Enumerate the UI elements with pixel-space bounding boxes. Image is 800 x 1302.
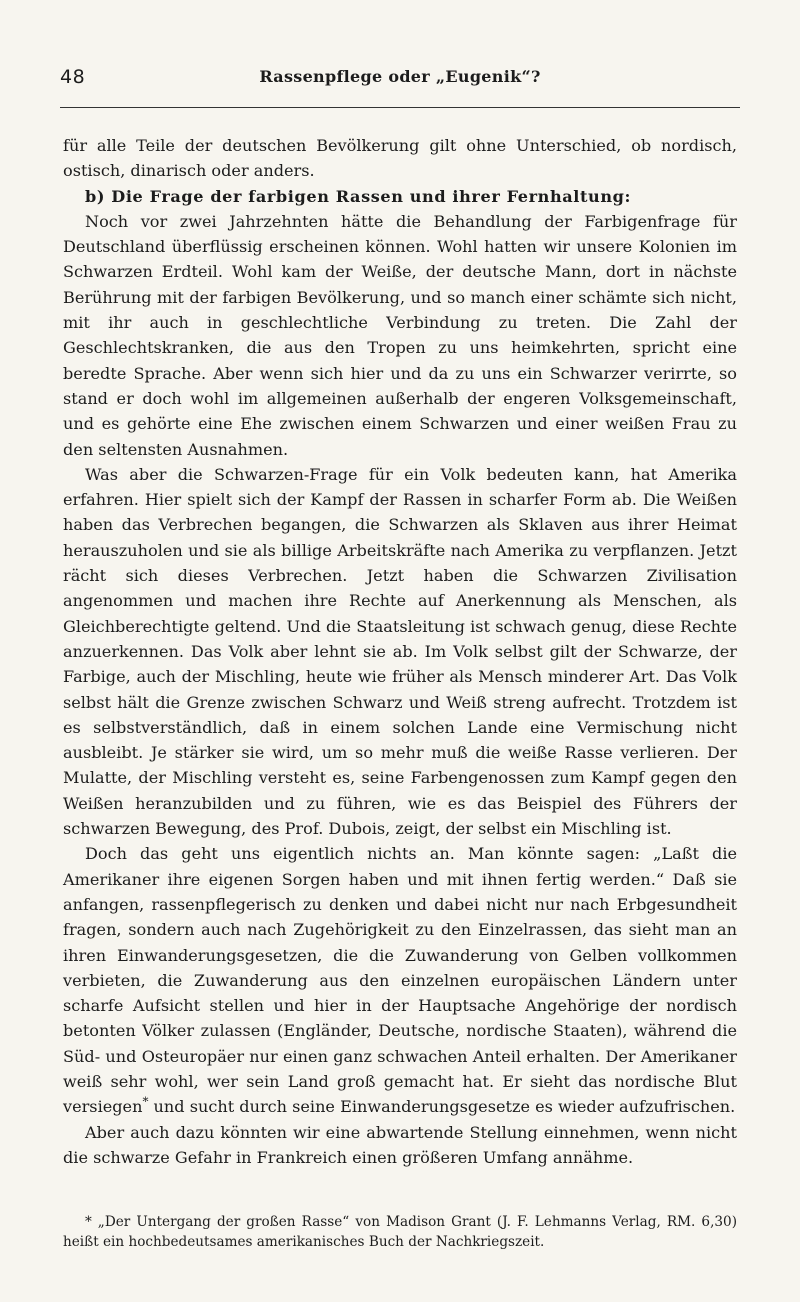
page-header bbox=[60, 66, 740, 106]
footnote-text: „Der Untergang der großen Rasse“ von Madison Grant (J. F. Lehmanns Verlag, RM. 6,30) heißt ein hochbedeutsames amerikanisches Buch der Nachkriegszeit. bbox=[63, 1214, 737, 1250]
footnote bbox=[63, 1212, 737, 1252]
paragraph: für alle Teile der deutschen Bevölkerung gilt ohne Unterschied, ob nordisch, ostisch, dinarisch oder anders. bbox=[63, 136, 737, 181]
paragraph-text: Doch das geht uns eigentlich nichts an. Man könnte sagen: „Laßt die Amerikaner ihre eigenen Sorgen haben und mit ihnen fertig werden.“ Daß sie anfangen, rassenpflegerisch zu denken und dabei nicht nur nach Erbgesundheit fragen, sondern auch nach Zugehörigkeit zu den Einzelrassen, das sieht man an ihren Einwanderungsgesetzen, die die Zuwanderung von Gelben vollkommen verbieten, die Zuwanderung aus den einzelnen europäischen Ländern unter scharfe Aufsicht stellen und hier in der Hauptsache Angehörige der nordisch betonten Völker zulassen (Engländer, Deutsche, nordische Staaten), während die Süd- und Osteuropäer nur einen ganz schwachen Anteil erhalten. Der Amerikaner weiß sehr wohl, wer sein Land groß gemacht hat. Er sieht das nordische Blut versiegen bbox=[63, 844, 737, 1117]
header-rule bbox=[60, 107, 740, 108]
footnote-marker: * bbox=[85, 1214, 92, 1230]
footnote-reference: * bbox=[142, 1094, 149, 1109]
paragraph-text: und sucht durch seine Einwanderungsgesetze es wieder aufzufrischen. bbox=[148, 1097, 736, 1117]
section-heading: b) Die Frage der farbigen Rassen und ihrer Fernhaltung: bbox=[85, 186, 632, 206]
body-text bbox=[63, 133, 737, 1170]
paragraph: Noch vor zwei Jahrzehnten hätte die Behandlung der Farbigenfrage für Deutschland überflüssig erscheinen können. Wohl hatten wir unsere Kolonien im Schwarzen Erdteil. Wohl kam der Weiße, der deutsche Mann, dort in nächste Berührung mit der farbigen Bevölkerung, und so manch einer schämte sich nicht, mit ihr auch in geschlechtliche Verbindung zu treten. Die Zahl der Geschlechtskranken, die aus den Tropen zu uns heimkehrten, spricht eine beredte Sprache. Aber wenn sich hier und da zu uns ein Schwarzer verirrte, so stand er doch wohl im allgemeinen außerhalb der engeren Volksgemeinschaft, und es gehörte eine Ehe zwischen einem Schwarzen und einer weißen Frau zu den seltensten Ausnahmen. bbox=[63, 211, 737, 459]
paragraph-with-footnote bbox=[63, 841, 737, 1119]
paragraph: Aber auch dazu könnten wir eine abwartende Stellung einnehmen, wenn nicht die schwarze Gefahr in Frankreich einen größeren Umfang annähme. bbox=[63, 1122, 737, 1167]
paragraph: Was aber die Schwarzen-Frage für ein Volk bedeuten kann, hat Amerika erfahren. Hier spielt sich der Kampf der Rassen in scharfer Form ab. Die Weißen haben das Verbrechen begangen, die Schwarzen als Sklaven aus ihrer Heimat herauszuholen und sie als billige Arbeitskräfte nach Amerika zu verpflanzen. Jetzt rächt sich dieses Verbrechen. Jetzt haben die Schwarzen Zivilisation angenommen und machen ihre Rechte auf Anerkennung als Menschen, als Gleichberechtigte geltend. Und die Staatsleitung ist schwach genug, diese Rechte anzuerkennen. Das Volk aber lehnt sie ab. Im Volk selbst gilt der Schwarze, der Farbige, auch der Mischling, heute wie früher als Mensch minderer Art. Das Volk selbst hält die Grenze zwischen Schwarz und Weiß streng aufrecht. Trotzdem ist es selbstverständlich, daß in einem solchen Lande eine Vermischung nicht ausbleibt. Je stärker sie wird, um so mehr muß die weiße Rasse verlieren. Der Mulatte, der Mischling versteht es, seine Farbengenossen zum Kampf gegen den Weißen heranzubilden und zu führen, wie es das Beispiel des Führers der schwarzen Bewegung, des Prof. Dubois, zeigt, der selbst ein Mischling ist. bbox=[63, 464, 737, 839]
section-heading-paragraph bbox=[63, 184, 737, 209]
running-title: Rassenpflege oder „Eugenik“? bbox=[259, 67, 541, 86]
page-number: 48 bbox=[60, 66, 86, 88]
